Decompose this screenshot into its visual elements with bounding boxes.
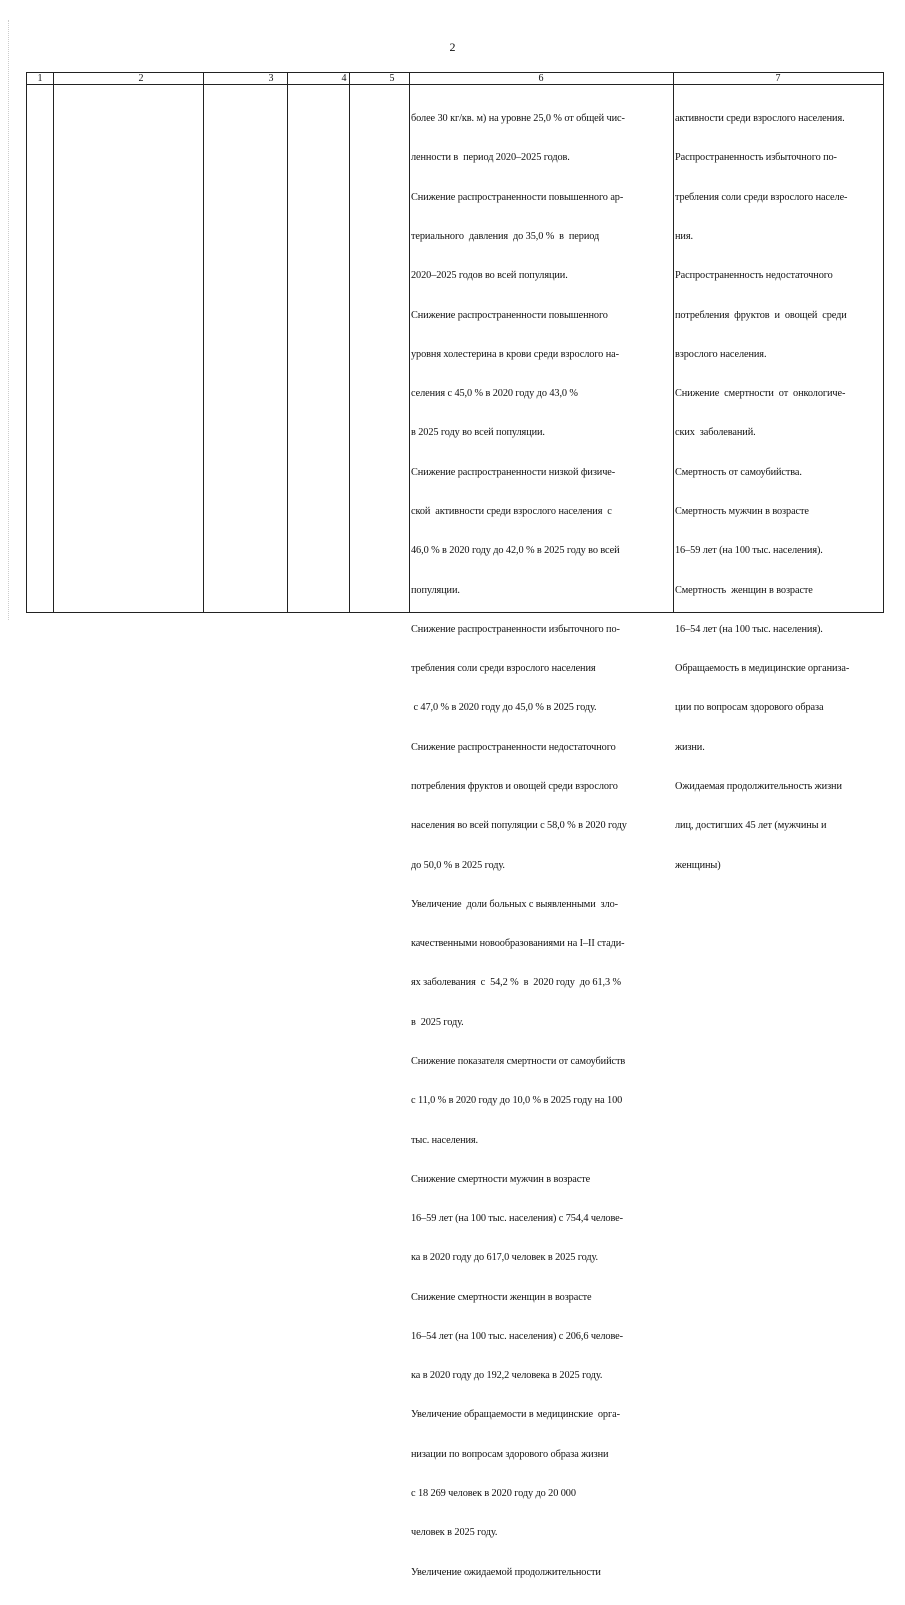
header-col-4: 4 — [341, 73, 347, 84]
text-line: с 18 269 человек в 2020 году до 20 000 — [411, 1488, 576, 1500]
column-divider — [287, 73, 288, 612]
text-line: требления соли среди взрослого населе- — [675, 191, 848, 203]
text-line: Снижение распространенности избыточного по- — [411, 623, 620, 635]
column-divider — [203, 73, 204, 612]
text-line: 16–59 лет (на 100 тыс. населения) с 754,4 челове- — [411, 1213, 623, 1225]
text-line: жизни. — [675, 741, 705, 753]
text-line: лиц, достигших 45 лет (мужчины и — [675, 820, 827, 832]
text-line: Увеличение обращаемости в медицинские орга- — [411, 1409, 620, 1421]
column-divider — [349, 73, 350, 612]
text-line: 16–54 лет (на 100 тыс. населения). — [675, 623, 823, 635]
text-line: Снижение распространенности повышенного ар- — [411, 191, 624, 203]
text-line: Смертность от самоубийства. — [675, 466, 802, 478]
text-line: Снижение смертности женщин в возрасте — [411, 1291, 592, 1303]
text-line: Снижение распространенности низкой физиче- — [411, 466, 616, 478]
text-line: 16–54 лет (на 100 тыс. населения) с 206,6 челове- — [411, 1330, 623, 1342]
text-line: ленности в период 2020–2025 годов. — [411, 152, 570, 164]
text-line: требления соли среди взрослого населения — [411, 663, 596, 675]
text-line: Снижение смертности от онкологиче- — [675, 388, 846, 400]
column-7-text — [675, 86, 849, 898]
text-line: с 47,0 % в 2020 году до 45,0 % в 2025 году. — [411, 702, 597, 714]
document-table — [26, 72, 884, 1578]
text-line: до 50,0 % в 2025 году. — [411, 859, 505, 871]
text-line: более 30 кг/кв. м) на уровне 25,0 % от общей чис- — [411, 113, 625, 125]
text-line: ка в 2020 году до 192,2 человека в 2025 году. — [411, 1370, 603, 1382]
text-line: ния. — [675, 231, 693, 243]
column-divider — [673, 73, 674, 612]
text-line: Снижение смертности мужчин в возрасте — [411, 1173, 591, 1185]
header-col-6: 6 — [538, 73, 544, 84]
table-header-row — [27, 73, 883, 85]
text-line: ской активности среди взрослого населения с — [411, 506, 612, 517]
text-line: Увеличение ожидаемой продолжительности — [411, 1566, 601, 1578]
text-line: Увеличение доли больных с выявленными зло- — [411, 898, 618, 910]
text-line: Ожидаемая продолжительность жизни — [675, 780, 842, 792]
text-line: ских заболеваний. — [675, 427, 756, 439]
header-col-3: 3 — [268, 73, 274, 84]
text-line: Распространенность избыточного по- — [675, 152, 837, 164]
header-col-2: 2 — [138, 73, 144, 84]
text-line: 2020–2025 годов во всей популяции. — [411, 270, 568, 282]
text-line: Смертность мужчин в возрасте — [675, 506, 809, 517]
text-line: активности среди взрослого населения. — [675, 113, 845, 125]
header-col-5: 5 — [389, 73, 395, 84]
page-number: 2 — [449, 40, 456, 54]
text-line: в 2025 году во всей популяции. — [411, 427, 545, 439]
text-line: женщины) — [675, 859, 721, 871]
column-6-text — [411, 86, 627, 1605]
text-line: Снижение распространенности недостаточного — [411, 741, 616, 753]
text-line: Снижение распространенности повышенного — [411, 309, 608, 321]
text-line: потребления фруктов и овощей среди — [675, 309, 847, 321]
text-line: 46,0 % в 2020 году до 42,0 % в 2025 году во всей — [411, 545, 620, 557]
text-line: популяции. — [411, 584, 460, 596]
text-line: уровня холестерина в крови среди взрослого на- — [411, 348, 619, 360]
text-line: Смертность женщин в возрасте — [675, 584, 813, 596]
left-margin-guide — [8, 20, 10, 620]
text-line: териального давления до 35,0 % в период — [411, 231, 600, 243]
column-divider — [409, 73, 410, 612]
text-line: в 2025 году. — [411, 1016, 464, 1028]
text-line: Распространенность недостаточного — [675, 270, 833, 282]
text-line: ях заболевания с 54,2 % в 2020 году до 61,3 % — [411, 977, 621, 989]
header-col-7: 7 — [775, 73, 781, 84]
header-col-1: 1 — [37, 73, 43, 84]
text-line: человек в 2025 году. — [411, 1527, 498, 1539]
text-line: тыс. населения. — [411, 1134, 479, 1146]
text-line: населения во всей популяции с 58,0 % в 2020 году — [411, 820, 627, 832]
text-line: ции по вопросам здорового образа — [675, 702, 824, 714]
text-line: потребления фруктов и овощей среди взрослого — [411, 780, 618, 792]
text-line: ка в 2020 году до 617,0 человек в 2025 году. — [411, 1252, 599, 1264]
text-line: 16–59 лет (на 100 тыс. населения). — [675, 545, 823, 557]
text-line: низации по вопросам здорового образа жизни — [411, 1448, 609, 1460]
column-divider — [53, 73, 54, 612]
text-line: Обращаемость в медицинские организа- — [675, 663, 850, 675]
text-line: с 11,0 % в 2020 году до 10,0 % в 2025 году на 100 — [411, 1095, 623, 1107]
text-line: качественными новообразованиями на I–II стади- — [411, 938, 625, 950]
text-line: взрослого населения. — [675, 348, 767, 360]
text-line: Снижение показателя смертности от самоубийств — [411, 1055, 626, 1067]
text-line: селения с 45,0 % в 2020 году до 43,0 % — [411, 388, 578, 400]
